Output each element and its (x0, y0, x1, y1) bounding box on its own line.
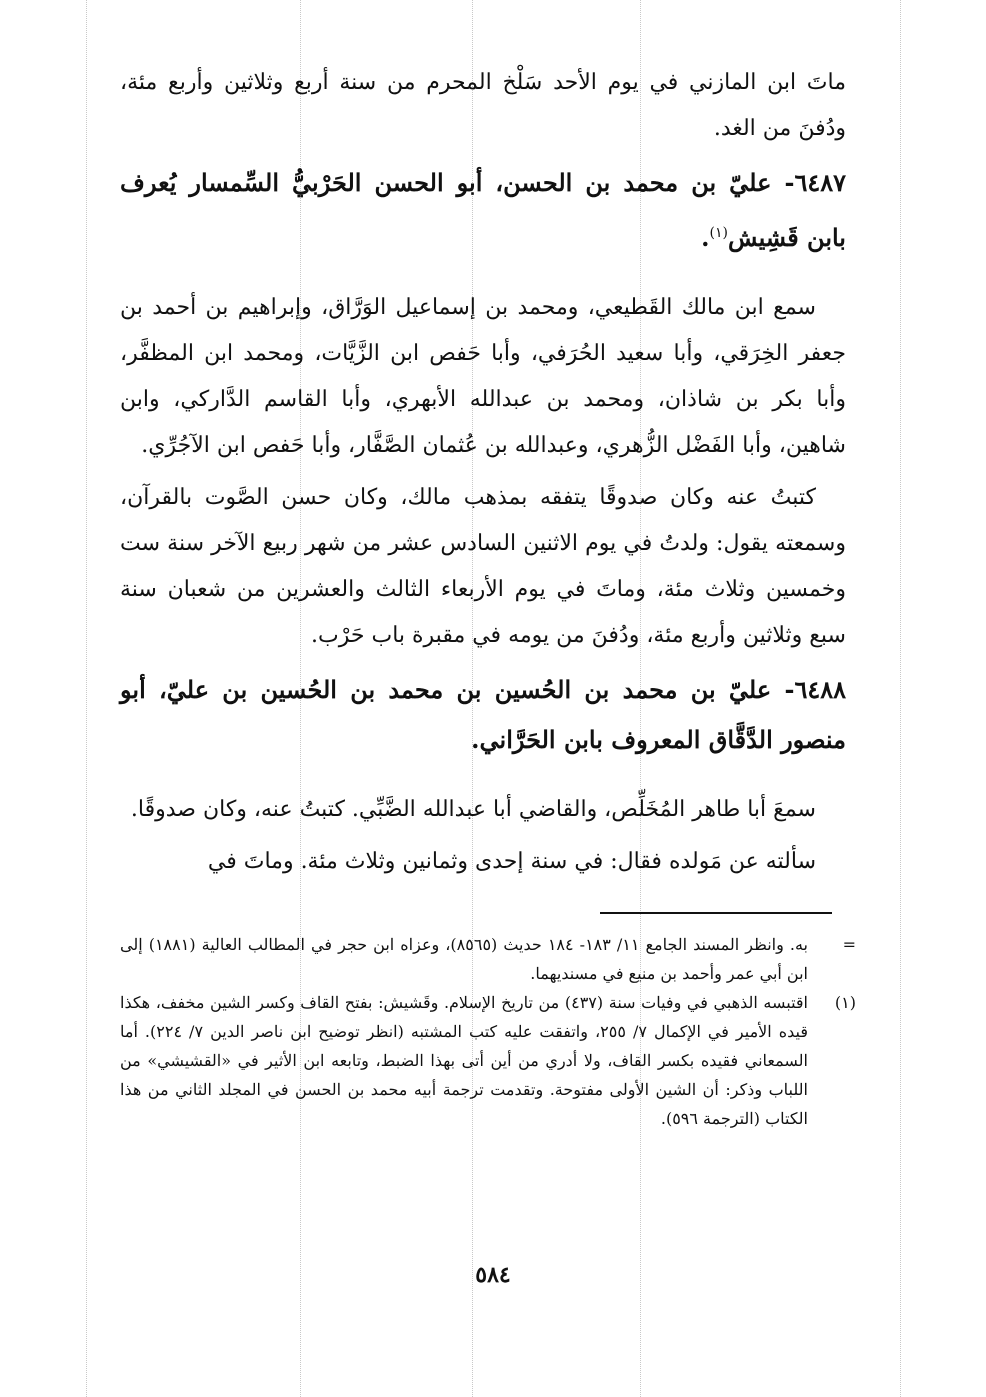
scan-artifact (900, 0, 901, 1397)
footnote (120, 930, 856, 988)
heading-end: . (471, 725, 480, 754)
page-number: ٥٨٤ (475, 1262, 511, 1288)
main-text (120, 60, 846, 891)
footnote-reference: (١) (709, 225, 728, 241)
paragraph: سمعَ أبا طاهر المُخَلِّص، والقاضي أبا عبدالله الضَّبِّي. كتبتُ عنه، وكان صدوقًا. (130, 797, 816, 822)
entry-heading (120, 158, 846, 263)
paragraph: كتبتُ عنه وكان صدوقًا يتفقه بمذهب مالك، وكان حسن الصَّوت بالقرآن، وسمعته يقول: ولدتُ في يوم الاثنين السادس عشر من شهر ربيع الآخر سنة ست وخمسين وثلاث مئة، وماتَ في يوم الأربعاء الثالث والعشرين من شعبان سنة سبع وثلاثين وأربع مئة، ودُفنَ من يومه في مقبرة باب حَرْب. (120, 485, 846, 648)
paragraph: ماتَ ابن المازني في يوم الأحد سَلْخ المحرم من سنة أربع وثلاثين وأربع مئة، ودُفنَ من الغد. (120, 70, 846, 141)
heading-end: . (701, 223, 710, 252)
footnote-mark: (١) (834, 993, 856, 1012)
footnote-separator (600, 912, 832, 914)
footnote-mark: = (842, 935, 856, 954)
paragraph: سمع ابن مالك القَطيعي، ومحمد بن إسماعيل الوَرَّاق، وإبراهيم بن أحمد بن جعفر الخِرَقي، وأبا سعيد الحُرَفي، وأبا حَفص ابن الزَّيَّات، ومحمد ابن المظفَّر، وأبا بكر بن شاذان، ومحمد بن عبدالله الأبهري، وأبا القاسم الدَّاركي، وابن شاهين، وأبا الفَضْل الزُّهري، وعبدالله بن عُثمان الصَّفَّار، وأبا حَفص ابن الآجُرِّي. (120, 295, 846, 458)
footnote-text: اقتبسه الذهبي في وفيات سنة (٤٣٧) من تاريخ الإسلام. وقَشيش: بفتح القاف وكسر الشين مخفف، هكذا قيده الأمير في الإكمال ٧/ ٢٥٥، واتفقت عليه كتب المشتبه (انظر توضيح ابن ناصر الدين ٧/ ٢٢٤). أما السمعاني فقيده بكسر القاف، ولا أدري من أين أتى بهذا الضبط، وتابعه ابن الأثير في «القشيشي» من اللباب وذكر: أن الشين الأولى مفتوحة. وتقدمت ترجمة أبيه محمد بن الحسن في المجلد الثاني من هذا الكتاب (الترجمة ٥٩٦). (120, 993, 809, 1128)
scan-artifact (86, 0, 87, 1397)
footnote-text: به. وانظر المسند الجامع ١١/ ١٨٣- ١٨٤ حديث (٨٥٦٥)، وعزاه ابن حجر في المطالب العالية (١٨٨١) إلى ابن أبي عمر وأحمد بن منيع في مسنديهما. (120, 935, 809, 983)
entry-heading-text: ٦٤٨٧- عليّ بن محمد بن الحسن، أبو الحسن الحَرْبيُّ السِّمسار يُعرف بابن قَشِيش (120, 168, 846, 252)
footnote (120, 988, 856, 1133)
entry-heading-text: ٦٤٨٨- عليّ بن محمد بن الحُسين بن محمد بن الحُسين بن عليّ، أبو منصور الدَّقَّاق المعروف بابن الحَرَّاني (120, 675, 846, 754)
entry-heading (120, 665, 846, 765)
footnotes (120, 930, 856, 1133)
paragraph: سألته عن مَولده فقال: في سنة إحدى وثمانين وثلاث مئة. وماتَ في (207, 849, 816, 874)
